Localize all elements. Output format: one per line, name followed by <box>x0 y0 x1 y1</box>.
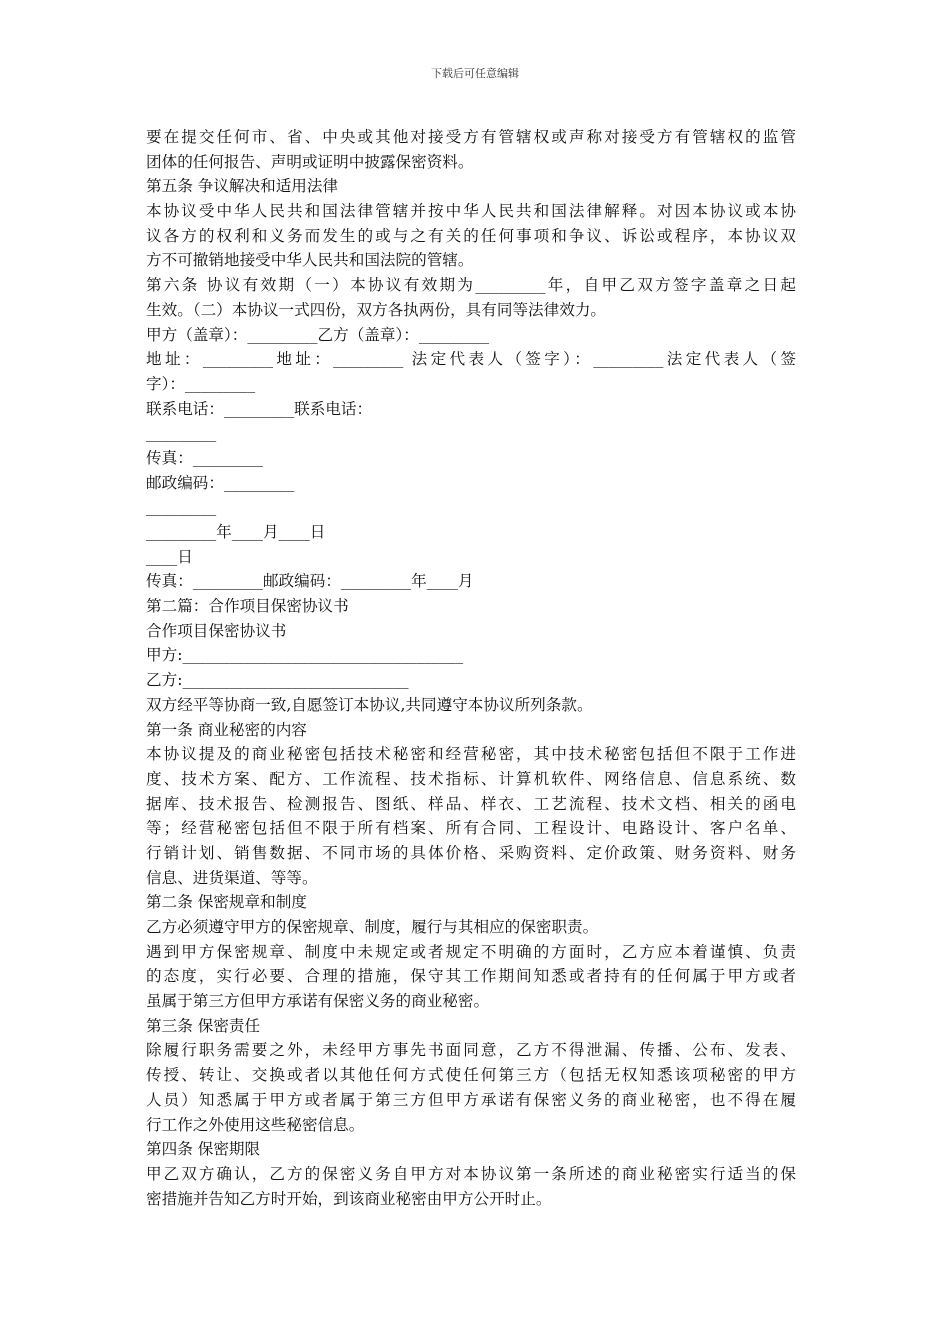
text-line: 等；经营秘密包括但不限于所有档案、所有合同、工程设计、电路设计、客户名单、 <box>146 819 796 838</box>
text-line: ____日 <box>146 547 193 566</box>
text-line: 据库、技术报告、检测报告、图纸、样品、样衣、工艺流程、技术文档、相关的函电 <box>146 794 796 813</box>
page-header: 下载后可任意编辑 <box>431 67 519 80</box>
text-line: 本协议提及的商业秘密包括技术秘密和经营秘密，其中技术秘密包括但不限于工作进 <box>146 745 796 764</box>
text-line: 甲乙双方确认，乙方的保密义务自甲方对本协议第一条所述的商业秘密实行适当的保 <box>146 1164 796 1183</box>
text-line: 度、技术方案、配方、工作流程、技术指标、计算机软件、网络信息、信息系统、数 <box>146 769 796 788</box>
text-line: 联系电话：_________联系电话： <box>146 399 373 418</box>
text-line: 行销计划、销售数据、不同市场的具体价格、采购资料、定价政策、财务资料、财务 <box>146 843 796 862</box>
text-line: _________ <box>146 424 217 443</box>
text-line: 传授、转让、交换或者以其他任何方式使任何第三方（包括无权知悉该项秘密的甲方 <box>146 1066 796 1085</box>
text-line: 甲方（盖章）：_________乙方（盖章）：_________ <box>146 325 490 344</box>
text-line: 本协议受中华人民共和国法律管辖并按中华人民共和国法律解释。对因本协议或本协 <box>146 202 796 221</box>
text-line: 遇到甲方保密规章、制度中未规定或者规定不明确的方面时，乙方应本着谨慎、负责 <box>146 942 796 961</box>
text-line: 合作项目保密协议书 <box>146 621 287 640</box>
text-line: 乙方必须遵守甲方的保密规章、制度，履行与其相应的保密职责。 <box>146 918 599 936</box>
text-line: 生效。（二）本协议一式四份，双方各执两份，具有同等法律效力。 <box>146 300 607 319</box>
text-line: 要在提交任何市、省、中央或其他对接受方有管辖权或声称对接受方有管辖权的监管 <box>146 128 796 146</box>
text-line: 邮政编码：_________ <box>146 473 295 492</box>
text-line: 团体的任何报告、声明或证明中披露保密资料。 <box>146 152 474 171</box>
text-line: 的态度，实行必要、合理的措施，保守其工作期间知悉或者持有的任何属于甲方或者 <box>146 967 796 986</box>
text-line: 第六条 协议有效期（一）本协议有效期为_________年，自甲乙双方签字盖章之日起 <box>146 276 796 295</box>
text-line: _________年____月____日 <box>146 523 326 541</box>
text-line: 议各方的权利和义务而发生的或与之有关的任何事项和争议、诉讼或程序，本协议双 <box>146 226 796 245</box>
text-line: 方不可撤销地接受中华人民共和国法院的管辖。 <box>146 251 474 270</box>
text-line: 甲方:____________________________________ <box>146 646 464 665</box>
text-line: 字）：_________ <box>146 374 256 393</box>
text-line: 双方经平等协商一致,自愿签订本协议,共同遵守本协议所列条款。 <box>146 695 593 714</box>
text-line: 第四条 保密期限 <box>146 1140 261 1159</box>
text-line: 传真：_________ <box>146 448 263 467</box>
document-body <box>146 125 796 1211</box>
text-line: 行工作之外使用这些秘密信息。 <box>146 1115 365 1134</box>
text-line: 除履行职务需要之外，未经甲方事先书面同意，乙方不得泄漏、传播、公布、发表、 <box>146 1041 796 1060</box>
text-line: 第五条 争议解决和适用法律 <box>146 177 339 196</box>
text-line: 地址：_________地址：_________ 法定代表人（签字）：_________法定代表人（签 <box>146 350 796 369</box>
text-line: 第二篇：合作项目保密协议书 <box>146 597 349 616</box>
text-line: 乙方:_____________________________ <box>146 671 409 690</box>
text-line: _________ <box>146 498 217 517</box>
text-line: 虽属于第三方但甲方承诺有保密义务的商业秘密。 <box>146 992 490 1011</box>
text-line: 第一条 商业秘密的内容 <box>146 720 307 739</box>
text-line: 传真：_________邮政编码：_________年____月 <box>146 572 474 591</box>
text-line: 密措施并告知乙方时开始，到该商业秘密由甲方公开时止。 <box>146 1189 552 1208</box>
text-line: 信息、进货渠道、等等。 <box>146 868 318 887</box>
text-line: 第二条 保密规章和制度 <box>146 893 307 912</box>
text-line: 人员）知悉属于甲方或者属于第三方但甲方承诺有保密义务的商业秘密，也不得在履 <box>146 1090 796 1109</box>
text-line: 第三条 保密责任 <box>146 1016 261 1035</box>
